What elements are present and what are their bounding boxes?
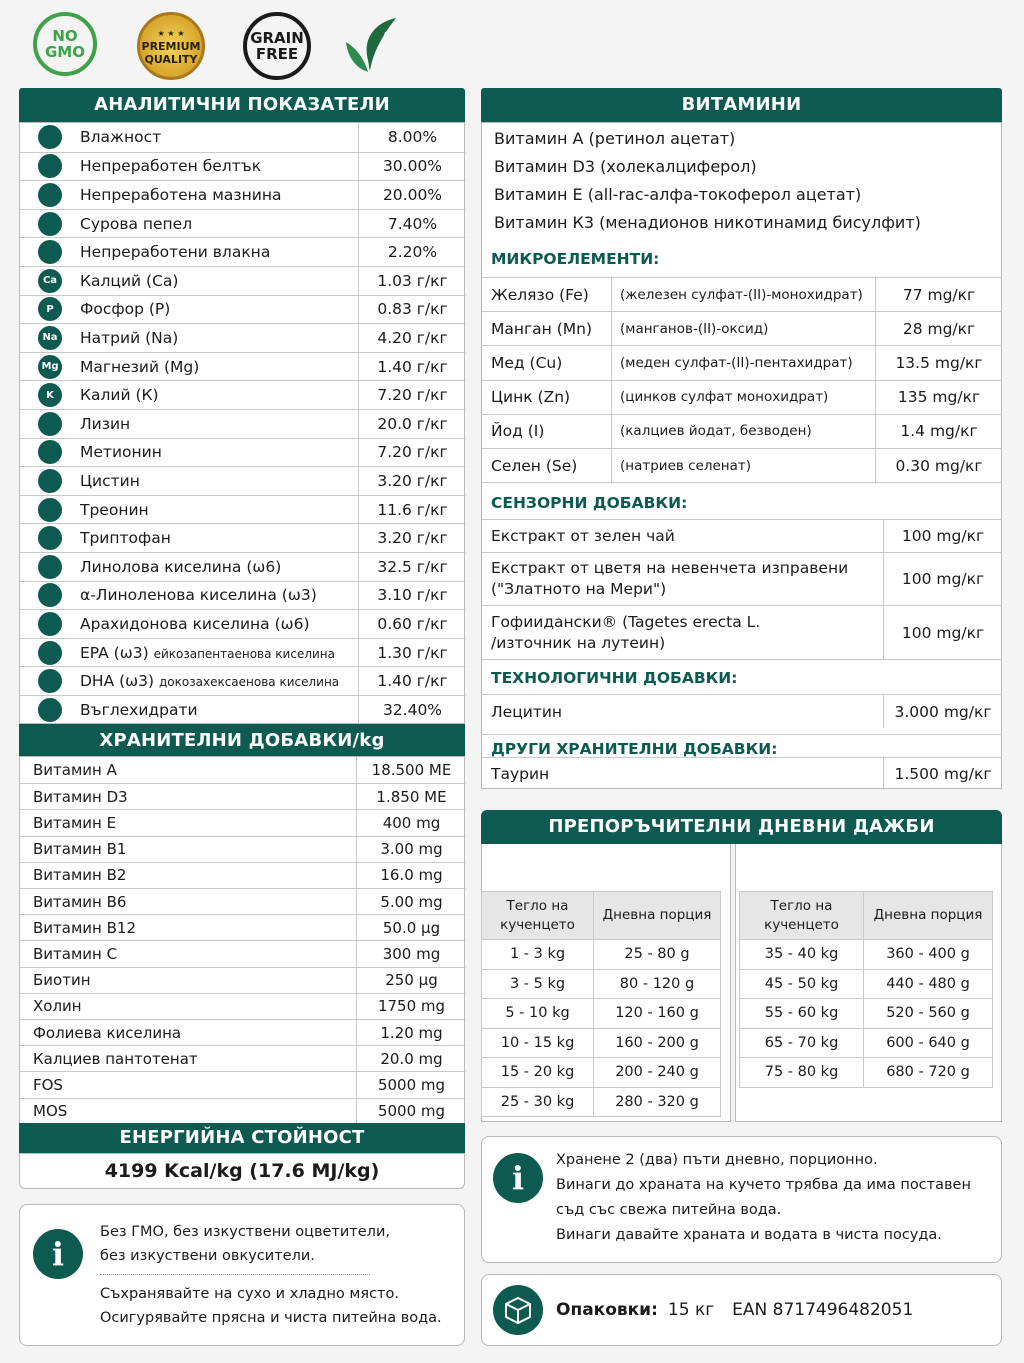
premium-bottom: QUALITY: [144, 52, 198, 66]
daily-title: ПРЕПОРЪЧИТЕЛНИ ДНЕВНИ ДАЖБИ: [481, 810, 1002, 844]
other-value: 1.500 mg/кг: [883, 758, 1002, 790]
small-dog-row: [482, 969, 721, 999]
nutritional-value: 18.500 МЕ: [356, 757, 466, 783]
analytic-name: [62, 128, 358, 146]
nutritional-name: FOS: [33, 1075, 63, 1094]
nutritional-row: [20, 836, 466, 862]
other-name: Таурин: [491, 765, 550, 783]
analytic-name-text: Треонин: [80, 500, 149, 519]
analytic-name-text: Непреработена мазнина: [80, 185, 282, 204]
portion-cell: 120 - 160 g: [594, 999, 721, 1029]
micro-row: [482, 414, 1002, 448]
nutritional-value: 50.0 µg: [356, 915, 466, 940]
small-dog-row: [482, 1058, 721, 1088]
nutrient-icon: [38, 698, 62, 722]
nutritional-value: 20.0 mg: [356, 1046, 466, 1071]
analytic-name-text: Арахидонова киселина (ω6): [80, 614, 310, 633]
info-left-line3: Съхранявайте на сухо и хладно място.: [100, 1286, 399, 1302]
portion-cell: 280 - 320 g: [594, 1087, 721, 1117]
analytic-name: [62, 243, 358, 261]
nutritional-name: Витамин Е: [33, 813, 117, 832]
analytic-name: [62, 272, 358, 290]
analytic-name-text: Метионин: [80, 443, 162, 462]
weight-cell: 15 - 20 kg: [482, 1058, 594, 1088]
energy-title: ЕНЕРГИЙНА СТОЙНОСТ: [19, 1123, 465, 1153]
analytic-row: [20, 152, 466, 181]
micro-row: [482, 311, 1002, 345]
micro-row: [482, 380, 1002, 414]
analytic-name-text: Фосфор (Р): [80, 300, 171, 319]
grain-free-badge: [243, 12, 311, 80]
nutrient-icon: [38, 154, 62, 178]
analytic-name: [62, 529, 358, 547]
vitamins-list: [482, 123, 1001, 237]
analytic-name-text: Въглехидрати: [80, 700, 198, 719]
nutritional-name: Витамин В2: [33, 866, 127, 885]
analytic-name: [62, 472, 358, 490]
analytic-value: 7.40%: [358, 210, 466, 238]
micro-value: 77 mg/кг: [875, 278, 1002, 311]
nutritional-title: ХРАНИТЕЛНИ ДОБАВКИ/kg: [19, 724, 465, 758]
micro-value: 28 mg/кг: [875, 312, 1002, 345]
analytic-row: [20, 123, 466, 152]
large-dog-row: [740, 1028, 993, 1058]
analytic-name: [62, 300, 358, 318]
analytic-value: 11.6 г/кг: [358, 496, 466, 524]
micro-value: 0.30 mg/кг: [875, 449, 1002, 482]
analytic-name-text: DHA (ω3): [80, 672, 155, 691]
nutrient-icon: [38, 583, 62, 607]
micro-value: 1.4 mg/кг: [875, 415, 1002, 448]
nutritional-value: 5000 mg: [356, 1072, 466, 1097]
micro-row: [482, 277, 1002, 311]
nutrient-icon: P: [38, 297, 62, 321]
analytic-name-text: Цистин: [80, 471, 140, 490]
no-gmo-badge: [33, 12, 97, 76]
analytic-value: 0.83 г/кг: [358, 296, 466, 324]
portion-cell: 600 - 640 g: [864, 1028, 993, 1058]
micro-name: Манган (Mn): [491, 319, 592, 338]
analytic-name-text: EPA (ω3): [80, 643, 149, 662]
tech-value: 3.000 mg/кг: [883, 695, 1002, 728]
analytic-row: [20, 523, 466, 552]
package-label: Опаковки:: [556, 1300, 658, 1320]
analytic-value: 7.20 г/кг: [358, 381, 466, 409]
nutritional-row: [20, 888, 466, 914]
analytic-value: 32.40%: [358, 696, 466, 724]
analytic-value: 7.20 г/кг: [358, 439, 466, 467]
nutrient-icon: K: [38, 383, 62, 407]
analytic-name: [62, 558, 358, 576]
analytic-name: [62, 329, 358, 347]
sensory-line2: /източник на лутеин): [491, 633, 666, 652]
info-left-line2: без изкуствени овкусители.: [100, 1247, 315, 1264]
sensory-bottom-line: [482, 659, 1002, 660]
portion-cell: 80 - 120 g: [594, 969, 721, 999]
micro-bottom-line: [482, 482, 1002, 483]
nutritional-name: Витамин В1: [33, 840, 127, 859]
nutritional-name: Калциев пантотенат: [33, 1049, 198, 1068]
analytic-value: 1.03 г/кг: [358, 267, 466, 295]
analytic-value: 1.40 г/кг: [358, 667, 466, 695]
nutrient-icon: [38, 641, 62, 665]
col-weight: [482, 892, 594, 940]
analytic-row: [20, 409, 466, 438]
analytic-name: [62, 701, 358, 719]
micro-row: [482, 448, 1002, 482]
sensory-row: [482, 519, 1002, 552]
no-gmo-bottom: GMO: [45, 43, 85, 61]
analytic-name: [62, 186, 358, 204]
analytic-name: [62, 157, 358, 175]
analytic-name: [62, 644, 358, 662]
sensory-name: [482, 520, 883, 552]
analytic-value: 1.30 г/кг: [358, 639, 466, 667]
weight-cell: 55 - 60 kg: [740, 999, 864, 1029]
nutritional-value: 1750 mg: [356, 994, 466, 1019]
small-dog-row: [482, 1087, 721, 1117]
info-right-line2: Винаги до храната на кучето трябва да има поставен: [556, 1177, 971, 1193]
analytic-row: [20, 552, 466, 581]
package-ean: EAN 8717496482051: [732, 1300, 914, 1320]
nutritional-row: [20, 809, 466, 835]
analytic-row: [20, 695, 466, 724]
info-box-right: [481, 1136, 1002, 1263]
analytic-name-text: Линолова киселина (ω6): [80, 557, 282, 576]
analytic-name: [62, 443, 358, 461]
sensory-value: 100 mg/кг: [883, 520, 1002, 552]
nutrient-icon: Ca: [38, 269, 62, 293]
package-weight: 15 кг: [667, 1300, 715, 1320]
col-portion: Дневна порция: [594, 892, 721, 940]
analytic-table: [19, 122, 465, 724]
analytic-name-small: ейкозапентаенова киселина: [153, 646, 335, 661]
micro-name: Селен (Se): [491, 456, 578, 475]
analytic-name-text: Непреработен белтък: [80, 157, 262, 176]
large-dog-row: [740, 1058, 993, 1088]
analytic-row: [20, 352, 466, 381]
sensory-value: 100 mg/кг: [883, 553, 1002, 605]
nutritional-value: 400 mg: [356, 810, 466, 835]
analytic-name-text: Натрий (Na): [80, 328, 179, 347]
analytic-row: [20, 209, 466, 238]
nutritional-name: Витамин В6: [33, 892, 127, 911]
vitamin-line: Витамин D3 (холекалциферол): [494, 157, 757, 176]
analytic-name: [62, 415, 358, 433]
analytic-name: [62, 501, 358, 519]
analytic-row: [20, 237, 466, 266]
premium-stars: ★ ★ ★: [157, 28, 185, 38]
info-right-line4: Винаги давайте храната и водата в чиста посуда.: [556, 1227, 942, 1243]
nutritional-table: [19, 756, 465, 1124]
info-left-line1: Без ГМО, без изкуствени оцветители,: [100, 1224, 390, 1240]
analytic-name: [62, 358, 358, 376]
analytic-value: 32.5 г/кг: [358, 553, 466, 581]
premium-quality-badge: [137, 12, 205, 80]
nutritional-name: Витамин А: [33, 761, 117, 780]
sensory-row: [482, 552, 1002, 605]
small-dog-row: [482, 999, 721, 1029]
micro-title: МИКРОЕЛЕМЕНТИ:: [491, 250, 660, 268]
micro-source: (меден сулфат-(II)-пентахидрат): [611, 346, 875, 379]
other-row: [482, 757, 1002, 790]
sensory-value: 100 mg/кг: [883, 606, 1002, 659]
sensory-line2: ("Златното на Мери"): [491, 580, 667, 598]
nutrient-icon: [38, 440, 62, 464]
premium-top: PREMIUM: [141, 39, 201, 53]
analytic-row: [20, 438, 466, 467]
analytic-name-text: Влажност: [80, 128, 162, 147]
nutrient-icon: [38, 555, 62, 579]
nutritional-name: Биотин: [33, 971, 91, 990]
analytic-row: [20, 266, 466, 295]
tech-title: ТЕХНОЛОГИЧНИ ДОБАВКИ:: [491, 669, 738, 687]
nutritional-row: [20, 1071, 466, 1097]
analytic-row: [20, 323, 466, 352]
analytic-name: [62, 586, 358, 604]
col-weight-l2: кученцето: [500, 916, 575, 933]
nutritional-value: 16.0 mg: [356, 863, 466, 888]
analytic-value: 2.20%: [358, 238, 466, 266]
nutritional-value: 250 µg: [356, 968, 466, 993]
nutrient-icon: [38, 212, 62, 236]
nutrient-icon: [38, 469, 62, 493]
energy-value: 4199 Kcal/kg (17.6 MJ/kg): [19, 1153, 465, 1189]
nutrient-icon: [38, 526, 62, 550]
nutrient-icon: [38, 412, 62, 436]
nutritional-name: Холин: [33, 997, 82, 1016]
nutritional-value: 5.00 mg: [356, 889, 466, 914]
nutrient-icon: [38, 125, 62, 149]
nutritional-row: [20, 783, 466, 809]
analytic-name: [62, 672, 358, 690]
analytic-row: [20, 609, 466, 638]
analytic-row: [20, 666, 466, 695]
analytic-value: 0.60 г/кг: [358, 610, 466, 638]
analytic-row: [20, 180, 466, 209]
micro-source: (железен сулфат-(II)-монохидрат): [611, 278, 875, 311]
leaf-icon: [342, 14, 400, 76]
sensory-name: [482, 606, 883, 659]
analytic-value: 8.00%: [358, 123, 466, 152]
micro-name: Желязо (Fe): [491, 285, 589, 304]
nutritional-row: [20, 914, 466, 940]
micro-row: [482, 345, 1002, 379]
large-dog-table: [739, 891, 993, 1088]
sensory-line1: Екстракт от зелен чай: [491, 526, 675, 545]
info-icon: i: [493, 1153, 543, 1203]
micro-name: Мед (Cu): [491, 353, 563, 372]
nutrient-icon: Na: [38, 326, 62, 350]
micro-name: Цинк (Zn): [491, 388, 571, 407]
analytic-value: 20.0 г/кг: [358, 410, 466, 438]
nutritional-name: Витамин D3: [33, 787, 128, 806]
analytic-name-text: Калий (К): [80, 386, 159, 405]
nutrient-icon: [38, 183, 62, 207]
weight-cell: 1 - 3 kg: [482, 940, 594, 970]
micro-source: (манганов-(II)-оксид): [611, 312, 875, 345]
weight-cell: 3 - 5 kg: [482, 969, 594, 999]
analytic-name: [62, 615, 358, 633]
large-dog-row: [740, 969, 993, 999]
small-dog-row: [482, 1028, 721, 1058]
micro-source: (калциев йодат, безводен): [611, 415, 875, 448]
sensory-name: [482, 553, 883, 605]
nutrient-icon: [38, 669, 62, 693]
micro-value: 13.5 mg/кг: [875, 346, 1002, 379]
col-portion: Дневна порция: [864, 892, 993, 940]
weight-cell: 65 - 70 kg: [740, 1028, 864, 1058]
weight-cell: 25 - 30 kg: [482, 1087, 594, 1117]
info-icon: i: [33, 1229, 83, 1279]
analytic-name-text: Лизин: [80, 414, 131, 433]
grain-bottom: FREE: [255, 45, 299, 63]
nutritional-name: Фолиева киселина: [33, 1023, 182, 1042]
large-dog-row: [740, 999, 993, 1029]
tech-row: [482, 694, 1002, 728]
sensory-row: [482, 605, 1002, 659]
nutritional-value: 5000 mg: [356, 1099, 466, 1124]
vitamin-line: Витамин А (ретинол ацетат): [494, 129, 736, 148]
col-weight-l1: Тегло на: [506, 897, 569, 914]
nutritional-row: [20, 993, 466, 1019]
nutritional-row: [20, 1098, 466, 1124]
info-divider: [100, 1274, 370, 1275]
portion-cell: 440 - 480 g: [864, 969, 993, 999]
nutritional-value: 3.00 mg: [356, 837, 466, 862]
sensory-line1: Екстракт от цветя на невенчета изправени: [491, 559, 849, 577]
small-dog-table: [481, 891, 721, 1117]
analytic-value: 3.10 г/кг: [358, 582, 466, 610]
analytic-row: [20, 495, 466, 524]
info-box-left: [19, 1204, 465, 1346]
analytic-name-text: Сурова пепел: [80, 214, 193, 233]
small-dog-row: [482, 940, 721, 970]
analytic-name-text: Калций (Са): [80, 271, 179, 290]
micro-value: 135 mg/кг: [875, 381, 1002, 414]
portion-cell: 160 - 200 g: [594, 1028, 721, 1058]
vitamin-line: Витамин Е (all-rac-алфа-токоферол ацетат): [494, 185, 862, 204]
analytic-value: 20.00%: [358, 181, 466, 209]
no-gmo-top: NO: [52, 27, 78, 45]
nutritional-value: 300 mg: [356, 941, 466, 966]
micro-name: Йод (I): [491, 422, 545, 441]
nutritional-row: [20, 940, 466, 966]
info-right-line3: съд със свежа питейна вода.: [556, 1202, 782, 1218]
nutritional-name: MOS: [33, 1102, 68, 1121]
col-weight: [740, 892, 864, 940]
nutritional-row: [20, 757, 466, 783]
nutritional-row: [20, 1045, 466, 1071]
weight-cell: 35 - 40 kg: [740, 940, 864, 970]
vitamins-title: ВИТАМИНИ: [481, 88, 1002, 122]
analytic-name-text: Магнезий (Mg): [80, 357, 200, 376]
analytic-name-small: докозахексаенова киселина: [159, 675, 340, 690]
nutritional-row: [20, 862, 466, 888]
grain-top: GRAIN: [250, 29, 304, 47]
analytic-value: 30.00%: [358, 153, 466, 181]
micro-source: (цинков сулфат монохидрат): [611, 381, 875, 414]
nutritional-value: 1.20 mg: [356, 1020, 466, 1045]
analytic-row: [20, 581, 466, 610]
tech-name: Лецитин: [491, 702, 563, 721]
analytic-row: [20, 380, 466, 409]
nutritional-name: Витамин С: [33, 944, 118, 963]
sensory-title: СЕНЗОРНИ ДОБАВКИ:: [491, 494, 688, 512]
portion-cell: 680 - 720 g: [864, 1058, 993, 1088]
nutrient-icon: [38, 612, 62, 636]
weight-cell: 45 - 50 kg: [740, 969, 864, 999]
analytic-value: 3.20 г/кг: [358, 524, 466, 552]
weight-cell: 10 - 15 kg: [482, 1028, 594, 1058]
nutrient-icon: [38, 240, 62, 264]
portion-cell: 520 - 560 g: [864, 999, 993, 1029]
package-box: [481, 1274, 1002, 1346]
analytic-value: 3.20 г/кг: [358, 467, 466, 495]
analytic-name-text: Триптофан: [80, 529, 171, 548]
analytic-row: [20, 638, 466, 667]
nutrient-icon: Mg: [38, 355, 62, 379]
portion-cell: 360 - 400 g: [864, 940, 993, 970]
large-dog-row: [740, 940, 993, 970]
analytic-name: [62, 215, 358, 233]
nutritional-name: Витамин В12: [33, 918, 136, 937]
analytic-title: АНАЛИТИЧНИ ПОКАЗАТЕЛИ: [19, 88, 465, 122]
box-icon: [493, 1285, 543, 1335]
analytic-name-text: Непреработени влакна: [80, 243, 271, 262]
portion-cell: 25 - 80 g: [594, 940, 721, 970]
col-weight-l2: кученцето: [764, 916, 839, 933]
analytic-name-text: α-Линоленова киселина (ω3): [80, 586, 317, 605]
nutritional-value: 1.850 МЕ: [356, 784, 466, 809]
weight-cell: 5 - 10 kg: [482, 999, 594, 1029]
nutritional-row: [20, 967, 466, 993]
other-title: ДРУГИ ХРАНИТЕЛНИ ДОБАВКИ:: [482, 734, 1002, 758]
analytic-value: 1.40 г/кг: [358, 353, 466, 381]
analytic-name: [62, 386, 358, 404]
micro-source: (натриев селенат): [611, 449, 875, 482]
nutrient-icon: [38, 498, 62, 522]
col-weight-l1: Тегло на: [770, 897, 833, 914]
analytic-row: [20, 466, 466, 495]
weight-cell: 75 - 80 kg: [740, 1058, 864, 1088]
analytic-value: 4.20 г/кг: [358, 324, 466, 352]
vitamin-line: Витамин К3 (менадионов никотинамид бисулфит): [494, 213, 921, 232]
sensory-line1: Гофиидански® (Tagetes erecta L.: [491, 612, 761, 631]
info-right-line1: Хранене 2 (два) пъти дневно, порционно.: [556, 1152, 878, 1168]
info-left-line4: Осигурявайте прясна и чиста питейна вода.: [100, 1310, 442, 1326]
analytic-row: [20, 295, 466, 324]
portion-cell: 200 - 240 g: [594, 1058, 721, 1088]
nutritional-row: [20, 1019, 466, 1045]
right-panel: [481, 122, 1002, 789]
